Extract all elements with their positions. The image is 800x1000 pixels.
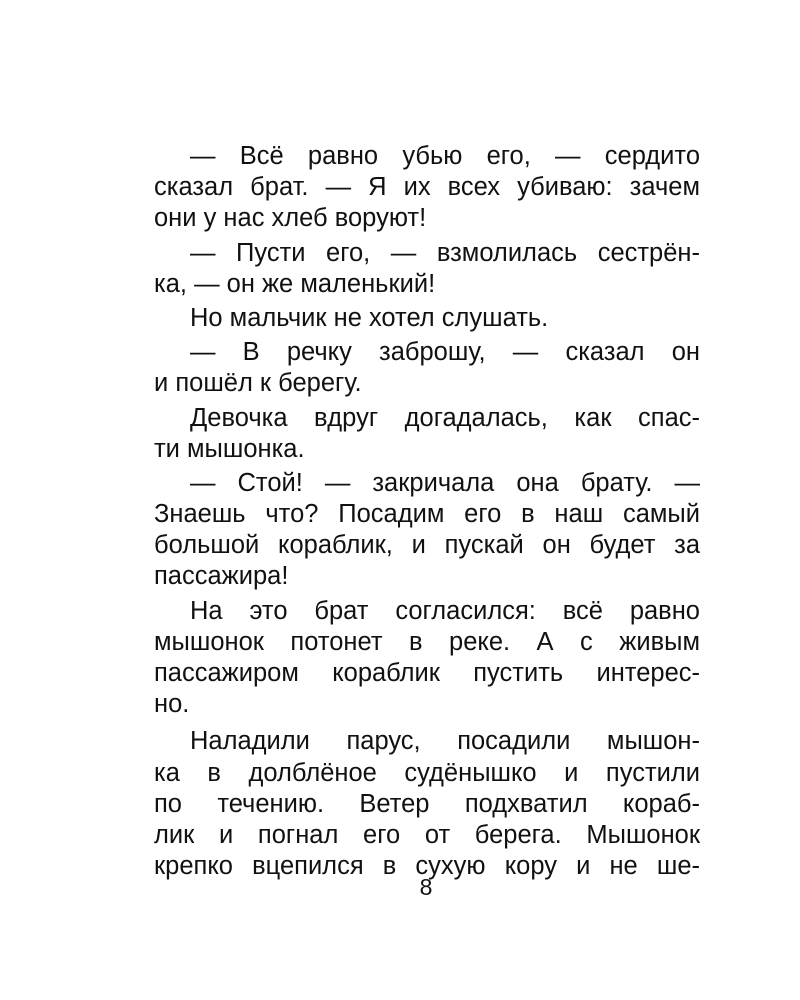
text-line: сказал брат. — Я их всех убиваю: зачем	[154, 173, 700, 202]
text-line: — Пусти его, — взмолилась сестрён-	[190, 238, 700, 267]
text-line: и пошёл к берегу.	[154, 369, 362, 398]
text-line: пассажиром кораблик пустить интерес-	[154, 659, 700, 687]
text-line: мышонок потонет в реке. А с живым	[154, 627, 700, 656]
body-text	[154, 141, 700, 882]
text-line: — Стой! — закричала она брату. —	[190, 468, 700, 497]
text-line: они у нас хлеб воруют!	[154, 204, 427, 233]
text-line: На это брат согласился: всё равно	[190, 596, 700, 625]
page-number: 8	[419, 874, 433, 900]
text-line: большой кораблик, и пускай он будет за	[154, 531, 700, 560]
text-line: лик и погнал его от берега. Мышонок	[154, 820, 700, 849]
text-line: Девочка вдруг догадалась, как спас-	[190, 403, 700, 432]
text-line: Но мальчик не хотел слушать.	[190, 303, 549, 332]
text-line: но.	[154, 690, 190, 719]
text-line: пассажира!	[154, 562, 289, 591]
text-line: по течению. Ветер подхватил кораб-	[154, 789, 700, 818]
text-line: ка в долблёное судёнышко и пустили	[154, 758, 700, 787]
text-line: крепко вцепился в сухую кору и не ше-	[154, 852, 700, 881]
text-line: — В речку заброшу, — сказал он	[190, 338, 700, 367]
text-line: Знаешь что? Посадим его в наш самый	[154, 500, 700, 529]
text-line: ка, — он же маленький!	[154, 269, 436, 298]
text-line: — Всё равно убью его, — сердито	[190, 142, 700, 170]
text-line: Наладили парус, посадили мышон-	[190, 727, 700, 756]
text-line: ти мышонка.	[154, 434, 305, 463]
